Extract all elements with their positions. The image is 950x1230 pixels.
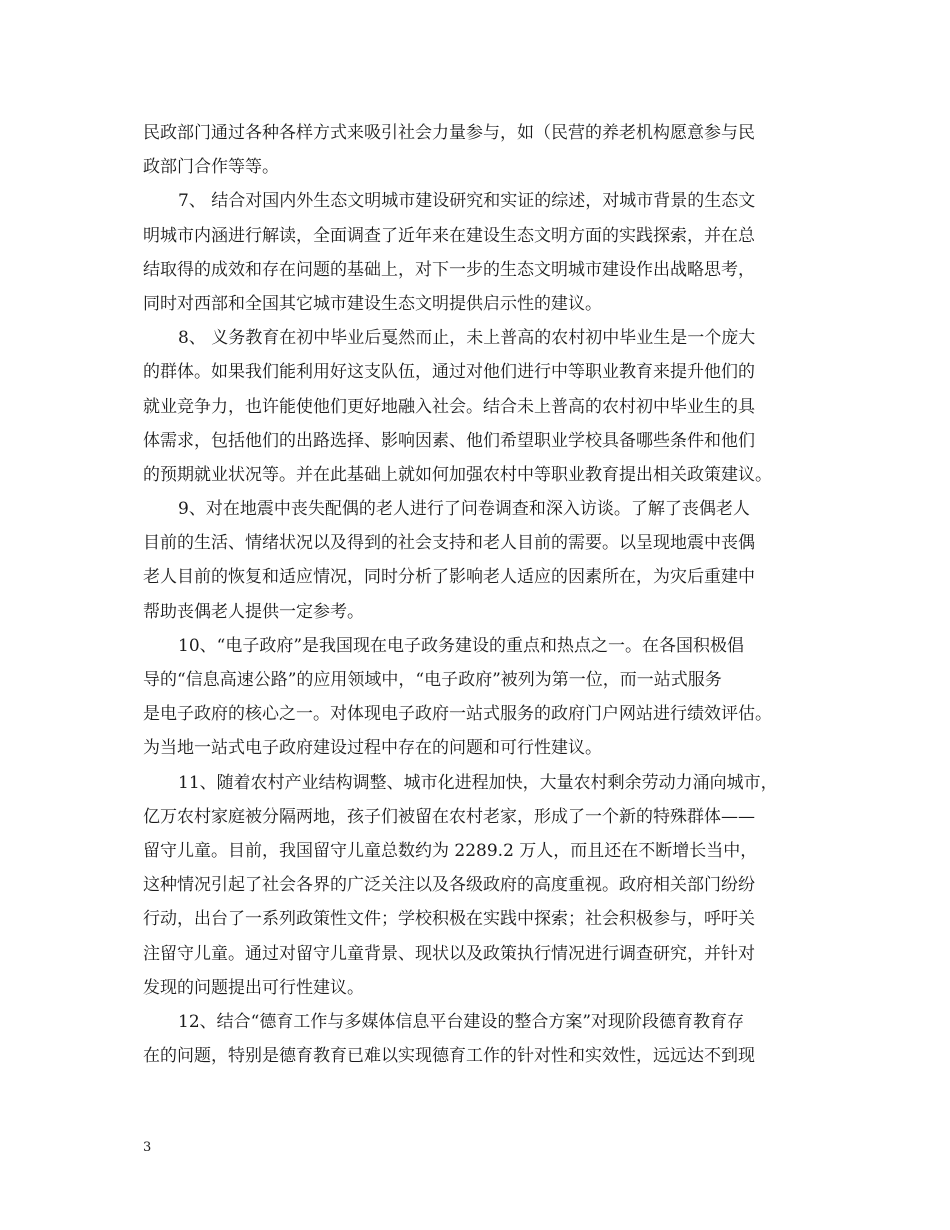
text-line: 的群体。如果我们能利用好这支队伍，通过对他们进行中等职业教育来提升他们的 [143,362,755,383]
text-line: 目前的生活、情绪状况以及得到的社会支持和老人目前的需要。以呈现地震中丧偶 [143,533,755,554]
text-line: 发现的问题提出可行性建议。 [143,977,364,998]
text-line: 结取得的成效和存在问题的基础上，对下一步的生态文明城市建设作出战略思考， [143,259,755,280]
text-line: 同时对西部和全国其它城市建设生态文明提供启示性的建议。 [143,293,602,314]
text-line: 12、结合“德育工作与多媒体信息平台建设的整合方案”对现阶段德育教育存 [178,1011,745,1032]
text-line: 是电子政府的核心之一。对体现电子政府一站式服务的政府门户网站进行绩效评估。 [143,704,772,725]
text-line: 的预期就业状况等。并在此基础上就如何加强农村中等职业教育提出相关政策建议。 [143,464,772,485]
text-line: 注留守儿童。通过对留守儿童背景、现状以及政策执行情况进行调查研究，并针对 [143,943,755,964]
text-line: 10、“电子政府”是我国现在电子政务建设的重点和热点之一。在各国积极倡 [178,635,745,656]
text-line: 为当地一站式电子政府建设过程中存在的问题和可行性建议。 [143,738,602,759]
text-line: 8、 义务教育在初中毕业后戛然而止，未上普高的农村初中毕业生是一个庞大 [178,328,756,349]
text-line: 留守儿童。目前，我国留守儿童总数约为 2289.2 万人，而且还在不断增长当中， [143,840,758,861]
text-line: 明城市内涵进行解读，全面调查了近年来在建设生态文明方面的实践探索，并在总 [143,225,755,246]
text-line: 在的问题，特别是德育教育已难以实现德育工作的针对性和实效性，远远达不到现 [143,1046,755,1067]
text-line: 9、对在地震中丧失配偶的老人进行了问卷调查和深入访谈。了解了丧偶老人 [178,499,750,520]
text-line: 亿万农村家庭被分隔两地，孩子们被留在农村老家，形成了一个新的特殊群体—— [143,806,755,827]
text-line: 帮助丧偶老人提供一定参考。 [143,601,364,622]
text-line: 7、 结合对国内外生态文明城市建设研究和实证的综述，对城市背景的生态文 [178,191,756,212]
text-line: 这种情况引起了社会各界的广泛关注以及各级政府的高度重视。政府相关部门纷纷 [143,875,755,896]
text-line: 行动，出台了一系列政策性文件；学校积极在实践中探索；社会积极参与，呼吁关 [143,909,755,930]
body-text [143,116,823,1073]
text-line: 体需求，包括他们的出路选择、影响因素、他们希望职业学校具备哪些条件和他们 [143,430,755,451]
page-number: 3 [143,1140,152,1155]
text-line: 11、随着农村产业结构调整、城市化进程加快，大量农村剩余劳动力涌向城市， [178,772,778,793]
text-line: 就业竞争力，也许能使他们更好地融入社会。结合未上普高的农村初中毕业生的具 [143,396,755,417]
text-line: 民政部门通过各种各样方式来吸引社会力量参与，如（民营的养老机构愿意参与民 [143,123,755,143]
text-line: 导的“信息高速公路”的应用领域中，“电子政府”被列为第一位，而一站式服务 [143,670,722,690]
text-line: 老人目前的恢复和适应情况，同时分析了影响老人适应的因素所在，为灾后重建中 [143,567,755,588]
text-line: 政部门合作等等。 [143,157,279,178]
